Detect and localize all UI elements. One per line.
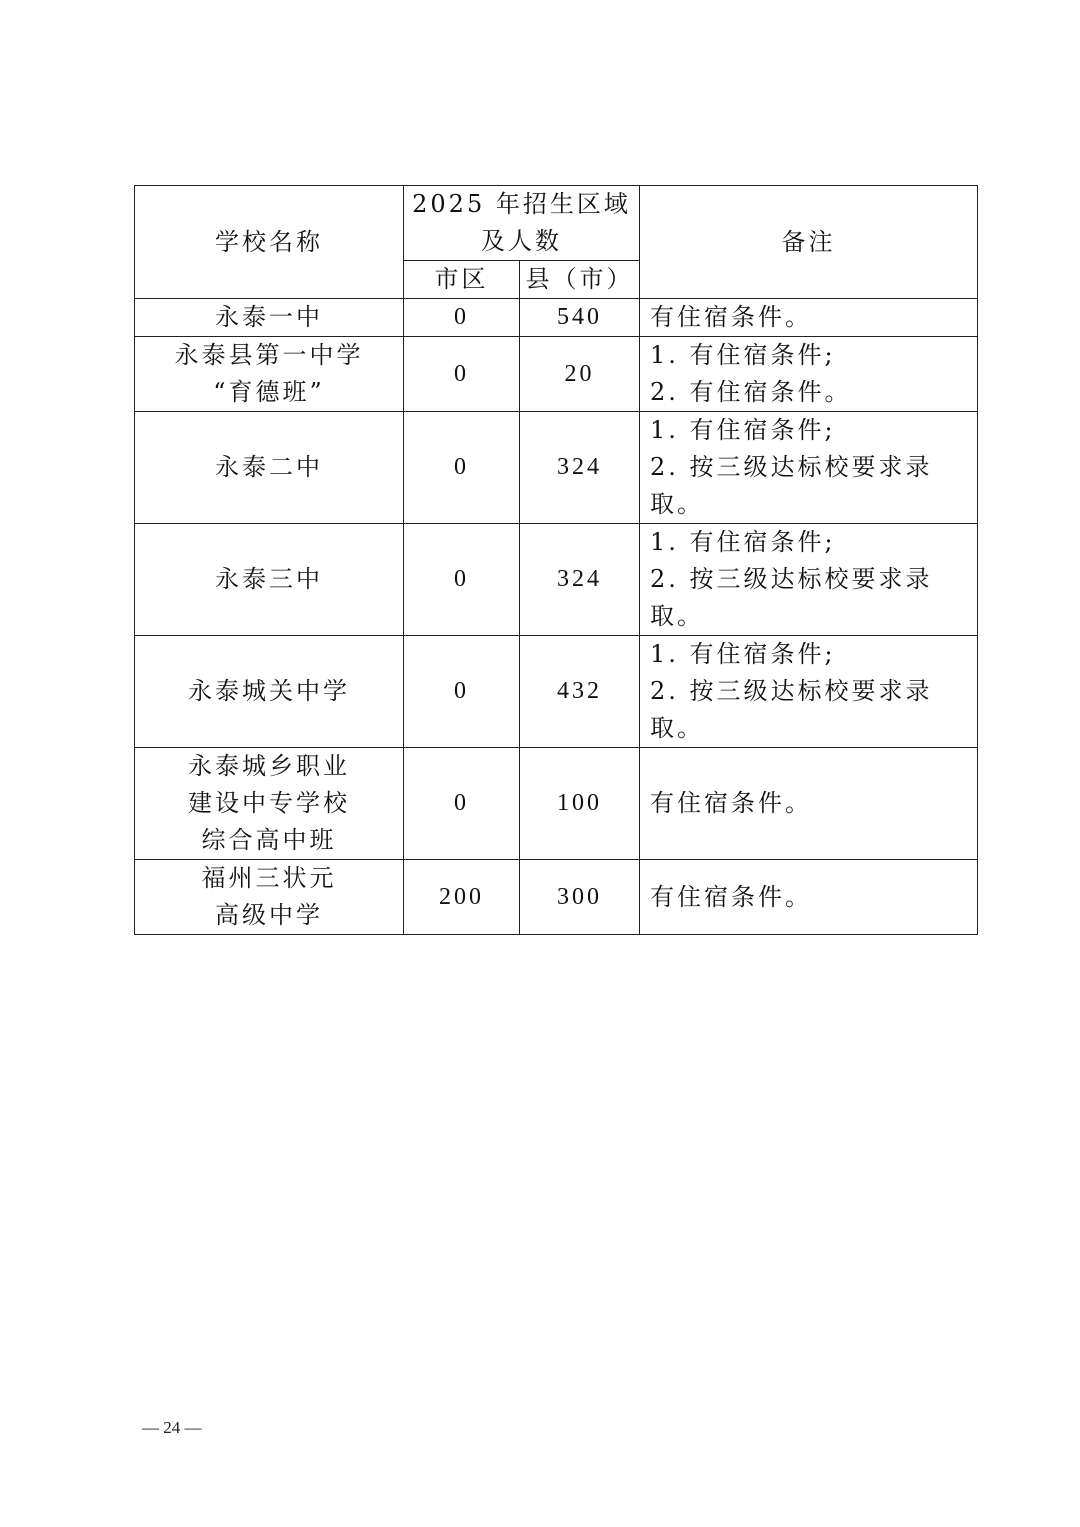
remarks-cell: 有住宿条件。 xyxy=(640,748,978,860)
school-name-cell: 永泰二中 xyxy=(135,412,404,524)
school-name-cell: 福州三状元 高级中学 xyxy=(135,860,404,935)
remarks-cell: 1. 有住宿条件; 2. 按三级达标校要求录取。 xyxy=(640,524,978,636)
table-row xyxy=(135,636,978,748)
remarks-cell: 1. 有住宿条件; 2. 按三级达标校要求录取。 xyxy=(640,412,978,524)
county-quota-cell: 324 xyxy=(520,524,640,636)
remarks-cell: 1. 有住宿条件; 2. 按三级达标校要求录取。 xyxy=(640,636,978,748)
table-row xyxy=(135,337,978,412)
county-quota-cell: 324 xyxy=(520,412,640,524)
school-name-cell: 永泰一中 xyxy=(135,299,404,337)
remarks-cell: 有住宿条件。 xyxy=(640,860,978,935)
header-quota-line-1: 2025 年招生区域 xyxy=(412,190,631,218)
header-quota-group xyxy=(404,186,640,261)
county-quota-cell: 100 xyxy=(520,748,640,860)
table-row xyxy=(135,860,978,935)
header-quota-line-2: 及人数 xyxy=(481,227,562,255)
county-quota-cell: 540 xyxy=(520,299,640,337)
county-quota-cell: 300 xyxy=(520,860,640,935)
school-name-cell: 永泰县第一中学 “育德班” xyxy=(135,337,404,412)
school-name-cell: 永泰三中 xyxy=(135,524,404,636)
school-name-cell: 永泰城乡职业 建设中专学校 综合高中班 xyxy=(135,748,404,860)
header-remarks: 备注 xyxy=(640,186,978,299)
county-quota-cell: 432 xyxy=(520,636,640,748)
header-city: 市区 xyxy=(404,261,520,299)
page-number: — 24 — xyxy=(142,1418,202,1437)
remarks-cell: 有住宿条件。 xyxy=(640,299,978,337)
table-row xyxy=(135,412,978,524)
city-quota-cell: 0 xyxy=(404,636,520,748)
remarks-cell: 1. 有住宿条件; 2. 有住宿条件。 xyxy=(640,337,978,412)
table-row xyxy=(135,748,978,860)
city-quota-cell: 0 xyxy=(404,748,520,860)
table-row xyxy=(135,299,978,337)
header-county: 县（市） xyxy=(520,261,640,299)
city-quota-cell: 200 xyxy=(404,860,520,935)
county-quota-cell: 20 xyxy=(520,337,640,412)
city-quota-cell: 0 xyxy=(404,524,520,636)
header-school-name: 学校名称 xyxy=(135,186,404,299)
city-quota-cell: 0 xyxy=(404,299,520,337)
school-name-cell: 永泰城关中学 xyxy=(135,636,404,748)
city-quota-cell: 0 xyxy=(404,337,520,412)
city-quota-cell: 0 xyxy=(404,412,520,524)
table-row xyxy=(135,524,978,636)
enrollment-table xyxy=(134,185,978,935)
